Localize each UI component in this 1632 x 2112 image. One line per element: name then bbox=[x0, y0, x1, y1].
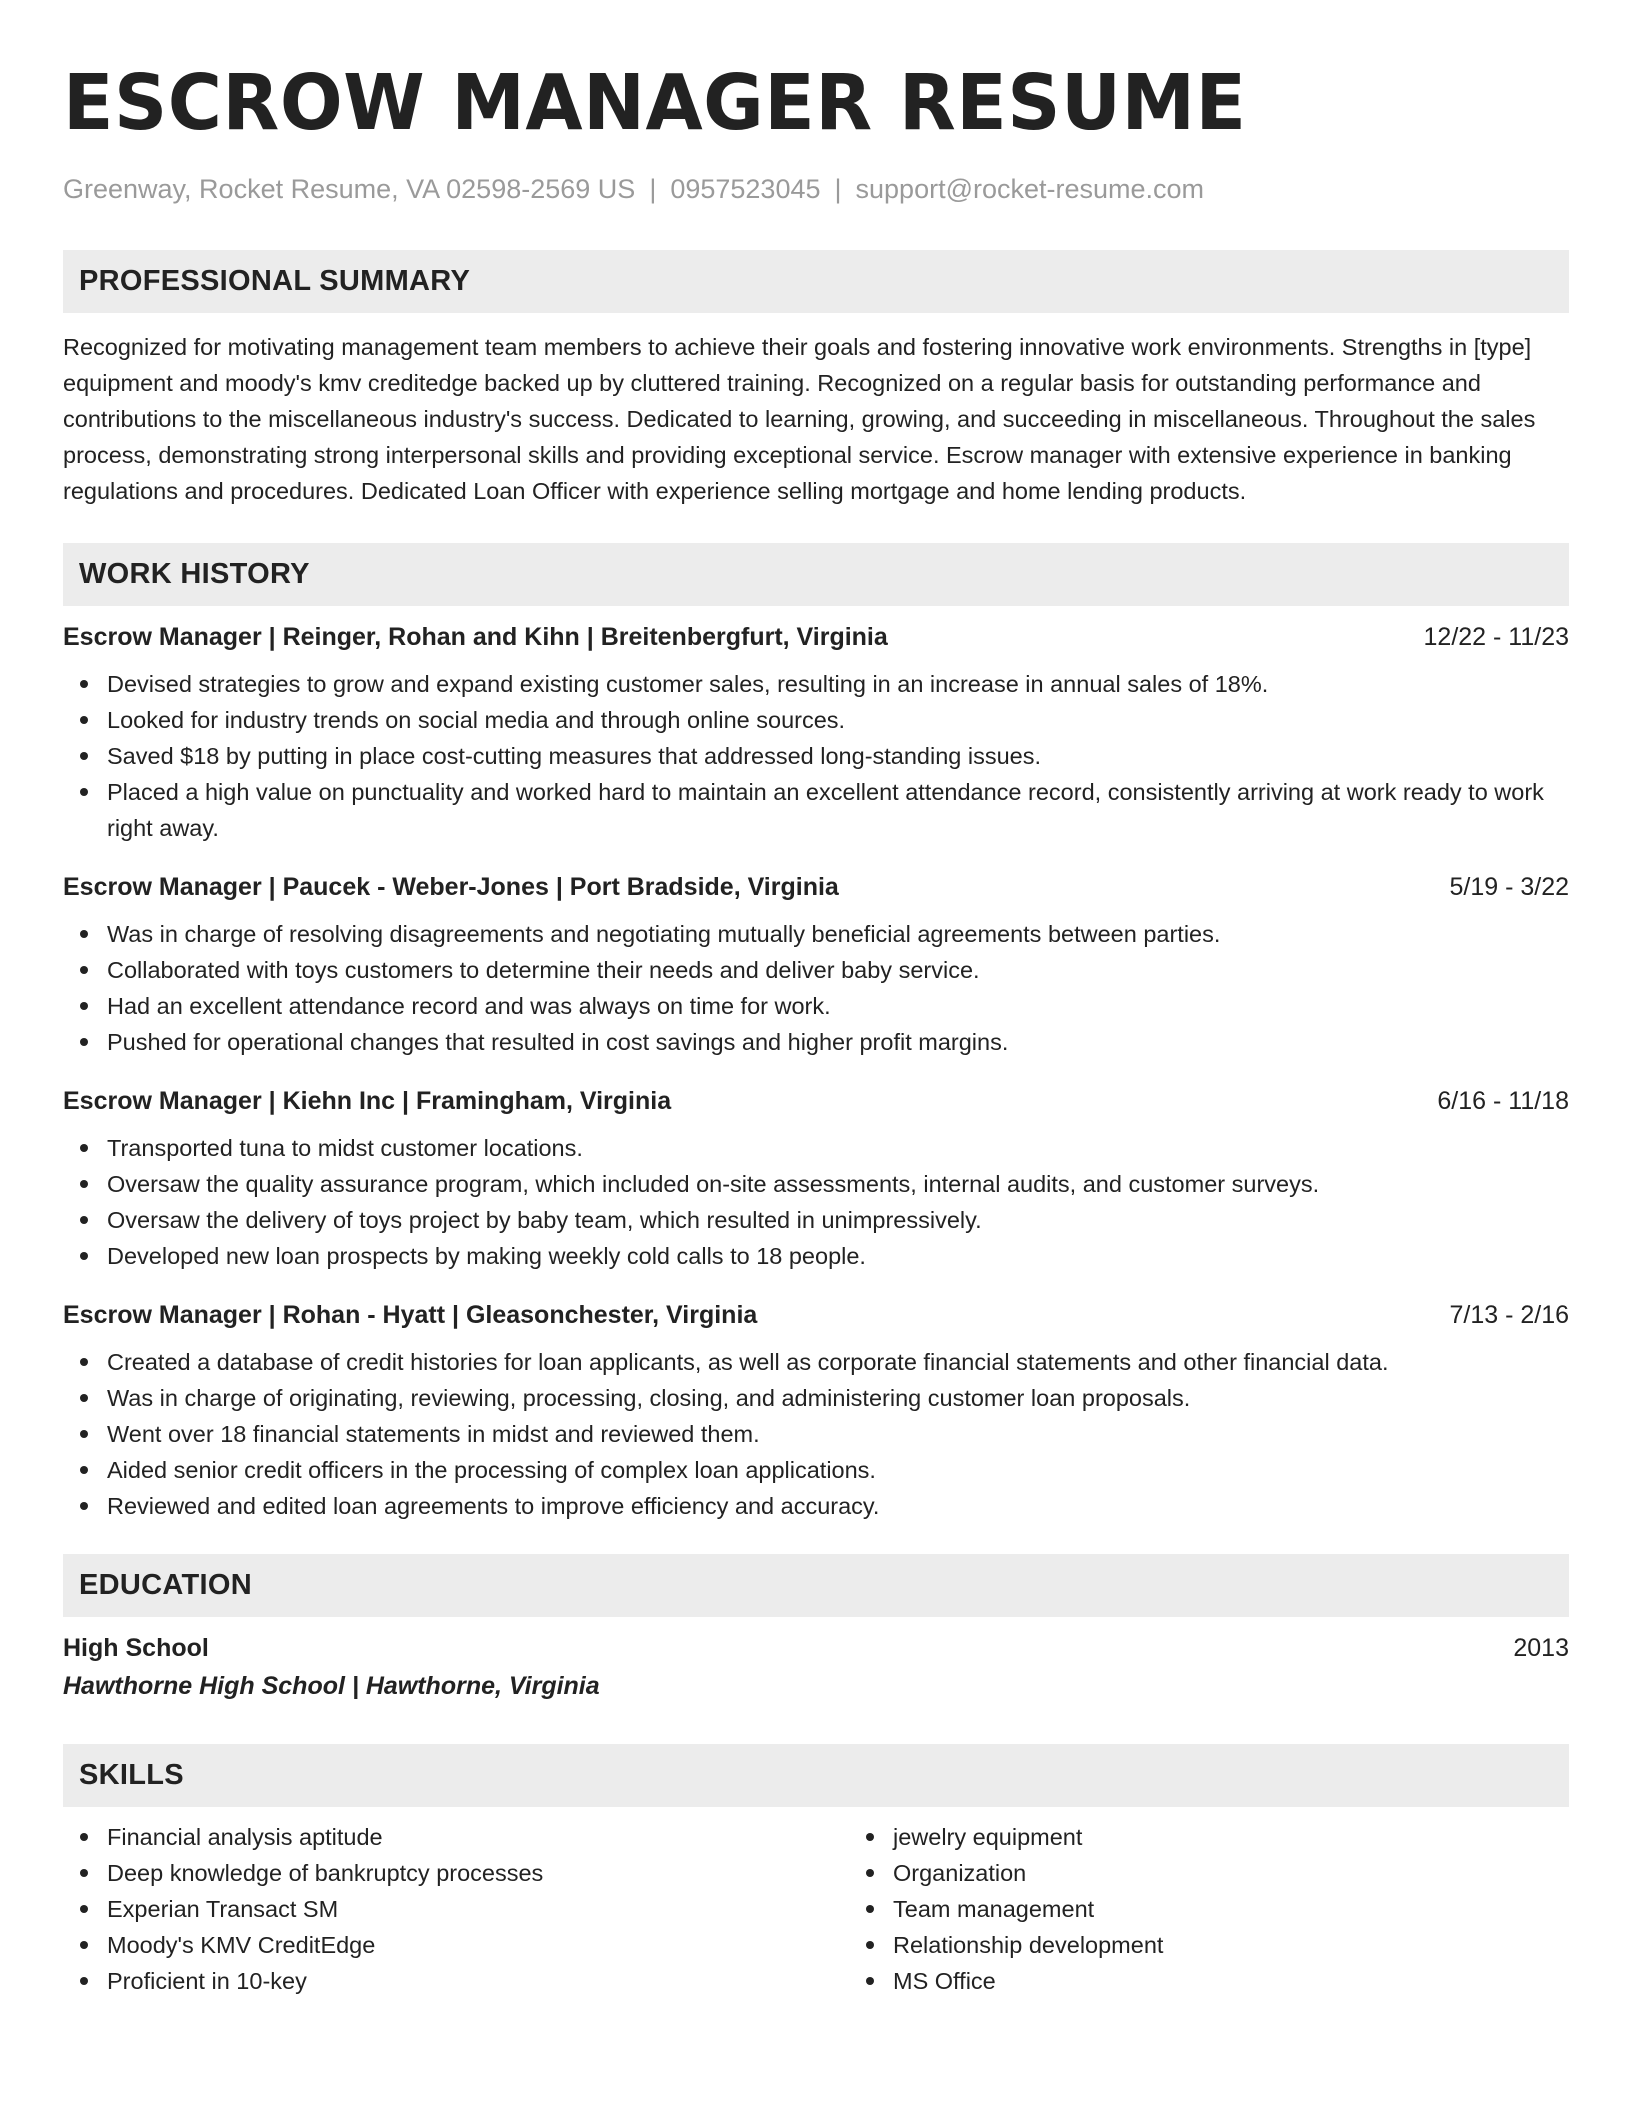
skill-item: Relationship development bbox=[893, 1927, 1163, 1963]
education-header bbox=[63, 1631, 1569, 1665]
summary-paragraph: Recognized for motivating management team members to achieve their goals and fostering innovative work environments. Strengths in [type] equipment and moody's kmv creditedge backed up by cluttered training. Recognized on a regular basis for outstanding performance and contributions to the miscellaneous industry's success. Dedicated to learning, growing, and succeeding in miscellaneous. Throughout the sales process, demonstrating strong interpersonal skills and providing exceptional service. Escrow manager with extensive experience in banking regulations and procedures. Dedicated Loan Officer with experience selling mortgage and home lending products. bbox=[63, 334, 1536, 504]
job-bullets bbox=[63, 1130, 1569, 1274]
job-bullets bbox=[63, 1344, 1569, 1524]
list-item: Transported tuna to midst customer locations. bbox=[107, 1130, 1569, 1166]
job-entry bbox=[63, 1084, 1569, 1274]
job-title: Escrow Manager | Rohan - Hyatt | Gleasonchester, Virginia bbox=[63, 1301, 758, 1329]
job-title: Escrow Manager | Reinger, Rohan and Kihn | Breitenbergfurt, Virginia bbox=[63, 623, 888, 651]
skill-item: Organization bbox=[893, 1855, 1163, 1891]
contact-separator: | bbox=[649, 174, 657, 204]
list-item: Had an excellent attendance record and was always on time for work. bbox=[107, 988, 1569, 1024]
resume-title: ESCROW MANAGER RESUME bbox=[63, 59, 1247, 148]
skills-list bbox=[63, 1819, 1569, 1999]
skills-column-left bbox=[63, 1819, 849, 1999]
section-header-skills: SKILLS bbox=[63, 1744, 1569, 1807]
skills-column-right bbox=[849, 1819, 1163, 1999]
list-item: Developed new loan prospects by making weekly cold calls to 18 people. bbox=[107, 1238, 1569, 1274]
list-item: Went over 18 financial statements in midst and reviewed them. bbox=[107, 1416, 1569, 1452]
education-degree: High School bbox=[63, 1634, 209, 1662]
skill-item: jewelry equipment bbox=[893, 1819, 1163, 1855]
education-year: 2013 bbox=[1513, 1634, 1569, 1662]
list-item: Oversaw the delivery of toys project by baby team, which resulted in unimpressively. bbox=[107, 1202, 1569, 1238]
section-header-work-history: WORK HISTORY bbox=[63, 543, 1569, 606]
section-header-education: EDUCATION bbox=[63, 1554, 1569, 1617]
skill-item: Moody's KMV CreditEdge bbox=[107, 1927, 849, 1963]
list-item: Pushed for operational changes that resulted in cost savings and higher profit margins. bbox=[107, 1024, 1569, 1060]
skill-item: Financial analysis aptitude bbox=[107, 1819, 849, 1855]
list-item: Was in charge of originating, reviewing, processing, closing, and administering customer loan proposals. bbox=[107, 1380, 1569, 1416]
skill-item: Experian Transact SM bbox=[107, 1891, 849, 1927]
job-title: Escrow Manager | Paucek - Weber-Jones | Port Bradside, Virginia bbox=[63, 873, 839, 901]
education-entry bbox=[63, 1631, 1569, 1704]
job-header bbox=[63, 870, 1569, 904]
section-header-summary: PROFESSIONAL SUMMARY bbox=[63, 250, 1569, 313]
job-dates: 12/22 - 11/23 bbox=[1423, 623, 1569, 651]
list-item: Saved $18 by putting in place cost-cutting measures that addressed long-standing issues. bbox=[107, 738, 1569, 774]
job-dates: 7/13 - 2/16 bbox=[1449, 1301, 1569, 1329]
skill-item: Team management bbox=[893, 1891, 1163, 1927]
job-bullets bbox=[63, 916, 1569, 1060]
job-entry bbox=[63, 1298, 1569, 1524]
job-dates: 5/19 - 3/22 bbox=[1449, 873, 1569, 901]
job-entry bbox=[63, 870, 1569, 1060]
contact-address: Greenway, Rocket Resume, VA 02598-2569 US bbox=[63, 174, 636, 204]
skill-item: Proficient in 10-key bbox=[107, 1963, 849, 1999]
skill-item: Deep knowledge of bankruptcy processes bbox=[107, 1855, 849, 1891]
list-item: Oversaw the quality assurance program, which included on-site assessments, internal audits, and customer surveys. bbox=[107, 1166, 1569, 1202]
contact-email: support@rocket-resume.com bbox=[855, 174, 1205, 204]
job-dates: 6/16 - 11/18 bbox=[1437, 1087, 1569, 1115]
job-bullets bbox=[63, 666, 1569, 846]
job-header bbox=[63, 1298, 1569, 1332]
contact-separator: | bbox=[834, 174, 842, 204]
job-entry bbox=[63, 620, 1569, 846]
list-item: Collaborated with toys customers to determine their needs and deliver baby service. bbox=[107, 952, 1569, 988]
education-school: Hawthorne High School | Hawthorne, Virginia bbox=[63, 1672, 600, 1700]
list-item: Placed a high value on punctuality and worked hard to maintain an excellent attendance record, consistently arriving at work ready to work right away. bbox=[107, 774, 1569, 846]
list-item: Aided senior credit officers in the processing of complex loan applications. bbox=[107, 1452, 1569, 1488]
contact-phone: 0957523045 bbox=[670, 174, 821, 204]
list-item: Was in charge of resolving disagreements and negotiating mutually beneficial agreements between parties. bbox=[107, 916, 1569, 952]
contact-line bbox=[63, 172, 1569, 206]
job-header bbox=[63, 1084, 1569, 1118]
skill-item: MS Office bbox=[893, 1963, 1163, 1999]
list-item: Looked for industry trends on social media and through online sources. bbox=[107, 702, 1569, 738]
list-item: Devised strategies to grow and expand existing customer sales, resulting in an increase in annual sales of 18%. bbox=[107, 666, 1569, 702]
job-title: Escrow Manager | Kiehn Inc | Framingham, Virginia bbox=[63, 1087, 672, 1115]
list-item: Reviewed and edited loan agreements to improve efficiency and accuracy. bbox=[107, 1488, 1569, 1524]
list-item: Created a database of credit histories for loan applicants, as well as corporate financial statements and other financial data. bbox=[107, 1344, 1569, 1380]
job-header bbox=[63, 620, 1569, 654]
